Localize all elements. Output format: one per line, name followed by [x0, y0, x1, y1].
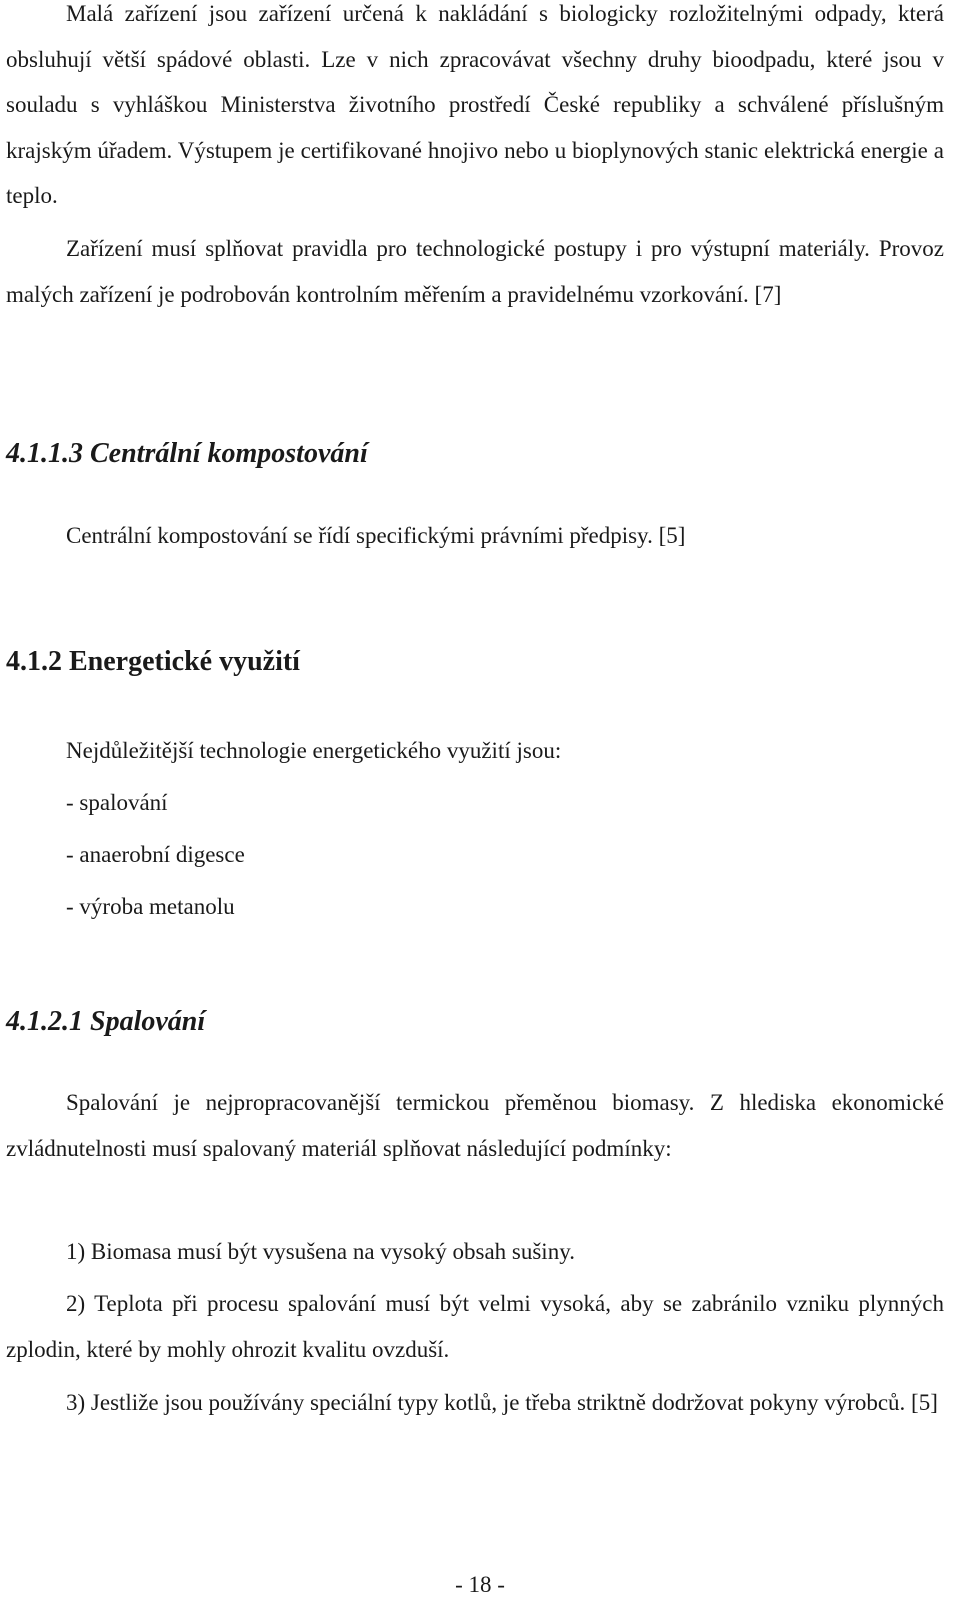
- heading-energy-use: 4.1.2 Energetické využití: [6, 646, 300, 677]
- paragraph-energy-technologies: Nejdůležitější technologie energetického využití jsou:: [66, 738, 562, 763]
- list-item: - spalování: [66, 790, 168, 815]
- paragraph-combustion: Spalování je nejpropracovanější termickou přeměnou biomasy. Z hlediska ekonomické zvládnutelnosti musí spalovaný materiál splňovat následující podmínky:: [6, 1090, 944, 1161]
- page-number: - 18 -: [455, 1572, 505, 1597]
- heading-combustion: 4.1.2.1 Spalování: [6, 1006, 206, 1037]
- list-item: - výroba metanolu: [66, 894, 235, 919]
- paragraph-central-composting: Centrální kompostování se řídí specifickými právními předpisy. [5]: [66, 523, 686, 548]
- heading-central-composting: 4.1.1.3 Centrální kompostování: [6, 438, 368, 469]
- condition-item: 1) Biomasa musí být vysušena na vysoký obsah sušiny.: [66, 1239, 575, 1264]
- paragraph-small-facilities: Malá zařízení jsou zařízení určená k nakládání s biologicky rozložitelnými odpady, která obsluhují větší spádové oblasti. Lze v nich zpracovávat všechny druhy bioodpadu, které jsou v souladu s vyhláškou Ministerstva životního prostředí České republiky a schválené příslušným krajským úřadem. Výstupem je certifikované hnojivo nebo u bioplynových stanic elektrická energie a teplo.: [6, 1, 944, 208]
- paragraph-facility-rules: Zařízení musí splňovat pravidla pro technologické postupy i pro výstupní materiály. Provoz malých zařízení je podrobován kontrolním měřením a pravidelnému vzorkování. [7]: [6, 236, 944, 307]
- condition-item: 3) Jestliže jsou používány speciální typy kotlů, je třeba striktně dodržovat pokyny výrobců. [5]: [66, 1390, 938, 1415]
- list-item: - anaerobní digesce: [66, 842, 245, 867]
- condition-item: 2) Teplota při procesu spalování musí být velmi vysoká, aby se zabránilo vzniku plynných zplodin, které by mohly ohrozit kvalitu ovzduší.: [6, 1291, 944, 1362]
